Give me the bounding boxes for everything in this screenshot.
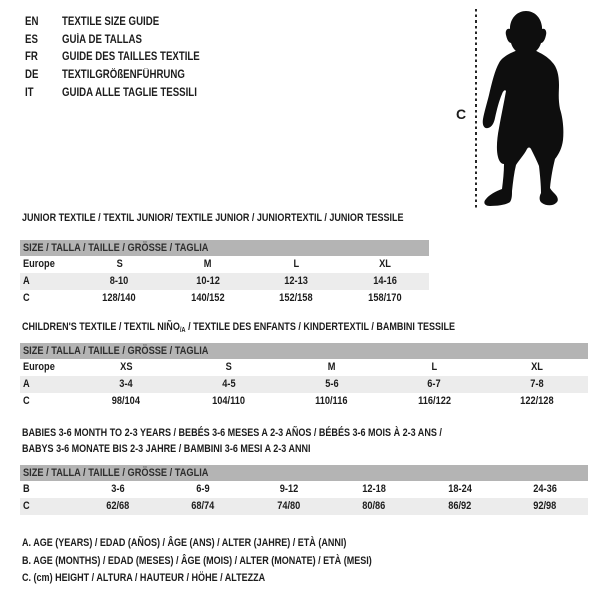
height-cell: 140/152 xyxy=(191,292,225,304)
age-cell: 10-12 xyxy=(195,275,220,287)
language-row-it xyxy=(25,85,226,103)
height-cell: 128/140 xyxy=(102,292,136,304)
age-cell: 9-12 xyxy=(279,483,299,495)
age-cell: 6-9 xyxy=(196,483,210,495)
height-cell: 122/128 xyxy=(519,395,554,407)
language-title: GUIDE DES TAILLES TEXTILE xyxy=(62,51,200,64)
height-cell: 62/68 xyxy=(106,500,130,512)
size-cell: XS xyxy=(120,361,133,373)
baby-silhouette-icon xyxy=(481,6,567,208)
size-cell: M xyxy=(327,361,336,373)
size-header-row xyxy=(20,343,588,359)
section-title-junior: JUNIOR TEXTILE / TEXTIL JUNIOR/ TEXTILE JUNIOR / JUNIORTEXTIL / JUNIOR TESSILE xyxy=(22,212,404,224)
row-label: A xyxy=(23,378,30,390)
table-row-height xyxy=(20,393,588,410)
language-title: TEXTILE SIZE GUIDE xyxy=(62,16,160,28)
row-label: C xyxy=(23,292,30,304)
age-cell: 5-6 xyxy=(324,378,339,390)
language-row-fr xyxy=(25,49,226,67)
size-cell: M xyxy=(203,258,212,270)
footnote-c: C. (cm) HEIGHT / ALTURA / HAUTEUR / HÖHE / ALTEZZA xyxy=(22,572,266,584)
size-cell: S xyxy=(116,258,123,270)
table-row-europe xyxy=(20,359,588,376)
row-label: C xyxy=(23,395,30,407)
height-cell: 104/110 xyxy=(212,395,246,407)
height-measure-label: C xyxy=(456,106,467,122)
size-cell: L xyxy=(431,361,437,373)
height-dotted-line xyxy=(475,9,477,208)
height-cell: 74/80 xyxy=(277,500,301,512)
row-label: C xyxy=(23,500,30,512)
age-cell: 7-8 xyxy=(530,378,544,390)
height-cell: 116/122 xyxy=(417,395,451,407)
section-title-children-sub: /A xyxy=(179,327,186,334)
height-cell: 110/116 xyxy=(315,395,348,407)
height-cell: 86/92 xyxy=(448,500,472,512)
language-code: ES xyxy=(25,33,38,46)
baby-height-figure xyxy=(450,0,600,230)
language-code: IT xyxy=(25,86,34,99)
section-title-children xyxy=(22,321,455,337)
junior-size-table xyxy=(20,240,429,307)
table-row-age-months xyxy=(20,481,588,498)
language-title-list xyxy=(25,14,226,102)
row-label: A xyxy=(23,275,30,287)
age-cell: 12-18 xyxy=(362,483,387,495)
size-header-label: SIZE / TALLA / TAILLE / GRÖSSE / TAGLIA xyxy=(23,345,209,357)
language-title: GUIDA ALLE TAGLIE TESSILI xyxy=(62,86,198,99)
language-code: DE xyxy=(25,69,39,82)
age-cell: 18-24 xyxy=(447,483,472,495)
age-cell: 3-4 xyxy=(119,378,133,390)
babies-size-table xyxy=(20,465,588,515)
language-code: FR xyxy=(25,51,38,64)
row-label: B xyxy=(23,483,30,495)
row-label: Europe xyxy=(23,361,55,373)
children-size-table xyxy=(20,343,588,410)
language-row-de xyxy=(25,67,226,85)
language-row-en xyxy=(25,14,226,32)
size-cell: L xyxy=(293,258,300,270)
size-cell: S xyxy=(225,361,232,373)
age-cell: 8-10 xyxy=(109,275,129,287)
size-cell: XL xyxy=(378,258,391,270)
row-label: Europe xyxy=(23,258,55,270)
height-cell: 68/74 xyxy=(191,500,215,512)
size-header-row xyxy=(20,240,429,256)
height-cell: 92/98 xyxy=(533,500,557,512)
size-header-label: SIZE / TALLA / TAILLE / GRÖSSE / TAGLIA xyxy=(23,242,209,254)
size-header-label: SIZE / TALLA / TAILLE / GRÖSSE / TAGLIA xyxy=(23,467,209,479)
section-title-babies xyxy=(22,426,534,457)
height-cell: 158/170 xyxy=(368,292,402,304)
footnote-b: B. AGE (MONTHS) / EDAD (MESES) / ÂGE (MOIS) / ALTER (MONATE) / ETÀ (MESI) xyxy=(22,554,372,567)
section-title-children-suffix: / TEXTILE DES ENFANTS / KINDERTEXTIL / BAMBINI TESSILE xyxy=(185,321,456,333)
language-title: GUÍA DE TALLAS xyxy=(62,33,143,46)
table-row-height xyxy=(20,498,588,515)
language-title: TEXTILGRÖßENFÜHRUNG xyxy=(62,69,186,82)
section-title-babies-line2: BABYS 3-6 MONATE BIS 2-3 JAHRE / BAMBINI 3-6 MESI A 2-3 ANNI xyxy=(22,442,311,455)
height-cell: 80/86 xyxy=(362,500,386,512)
height-cell: 152/158 xyxy=(279,292,313,304)
age-cell: 6-7 xyxy=(427,378,441,390)
age-cell: 12-13 xyxy=(284,275,309,287)
language-code: EN xyxy=(25,16,39,28)
footnote-a: A. AGE (YEARS) / EDAD (AÑOS) / ÂGE (ANS) / ALTER (JAHRE) / ETÀ (ANNI) xyxy=(22,537,347,549)
height-cell: 98/104 xyxy=(112,395,141,407)
section-title-babies-line1: BABIES 3-6 MONTH TO 2-3 YEARS / BEBÉS 3-6 MESES A 2-3 AÑOS / BÉBÉS 3-6 MOIS À 2-3 ANS / xyxy=(22,427,442,439)
table-row-europe xyxy=(20,256,429,273)
size-header-row xyxy=(20,465,588,481)
age-cell: 4-5 xyxy=(222,378,236,390)
age-cell: 3-6 xyxy=(111,483,125,495)
age-cell: 14-16 xyxy=(372,275,397,287)
legend-footnotes xyxy=(22,535,449,588)
table-row-age xyxy=(20,273,429,290)
table-row-age xyxy=(20,376,588,393)
age-cell: 24-36 xyxy=(533,483,558,495)
table-row-height xyxy=(20,290,429,307)
size-cell: XL xyxy=(530,361,543,373)
section-title-children-prefix: CHILDREN'S TEXTILE / TEXTIL NIÑO xyxy=(22,321,180,333)
language-row-es xyxy=(25,32,226,50)
